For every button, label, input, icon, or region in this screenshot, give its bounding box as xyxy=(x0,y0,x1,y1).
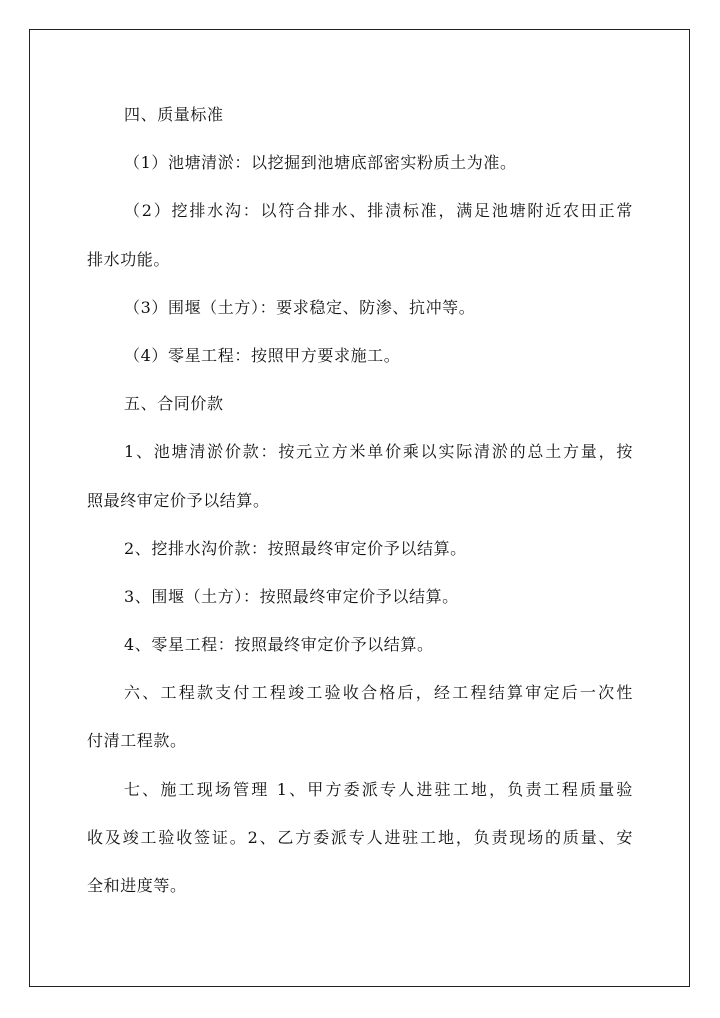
text-line: 3、围堰（土方）：按照最终审定价予以结算。 xyxy=(124,586,459,606)
text-line: 照最终审定价予以结算。 xyxy=(87,490,270,510)
text-line: （1）池塘清淤：以挖掘到池塘底部密实粉质土为准。 xyxy=(124,153,517,173)
text-line: 四、质量标准 xyxy=(124,105,224,124)
document-body xyxy=(87,91,633,910)
text-line: 2、挖排水沟价款：按照最终审定价予以结算。 xyxy=(124,538,467,558)
text-line: 五、合同价款 xyxy=(124,394,224,414)
text-line: （3）围堰（土方）：要求稳定、防渗、抗冲等。 xyxy=(124,297,476,317)
text-line: 全和进度等。 xyxy=(87,876,187,895)
text-line: 排水功能。 xyxy=(87,249,171,269)
text-line: 付清工程款。 xyxy=(87,731,187,751)
text-line: 七、施工现场管理 1、甲方委派专人进驻工地，负责工程质量验 xyxy=(124,779,633,799)
text-line: 收及竣工验收签证。2、乙方委派专人进驻工地，负责现场的质量、安 xyxy=(87,827,633,847)
text-line: （2）挖排水沟：以符合排水、排渍标准，满足池塘附近农田正常 xyxy=(124,201,633,221)
text-line: 1、池塘清淤价款：按元立方米单价乘以实际清淤的总土方量，按 xyxy=(124,442,633,462)
text-line: （4）零星工程：按照甲方要求施工。 xyxy=(124,345,401,365)
text-line: 六、工程款支付工程竣工验收合格后，经工程结算审定后一次性 xyxy=(124,683,633,703)
text-line: 4、零星工程：按照最终审定价予以结算。 xyxy=(124,635,434,655)
